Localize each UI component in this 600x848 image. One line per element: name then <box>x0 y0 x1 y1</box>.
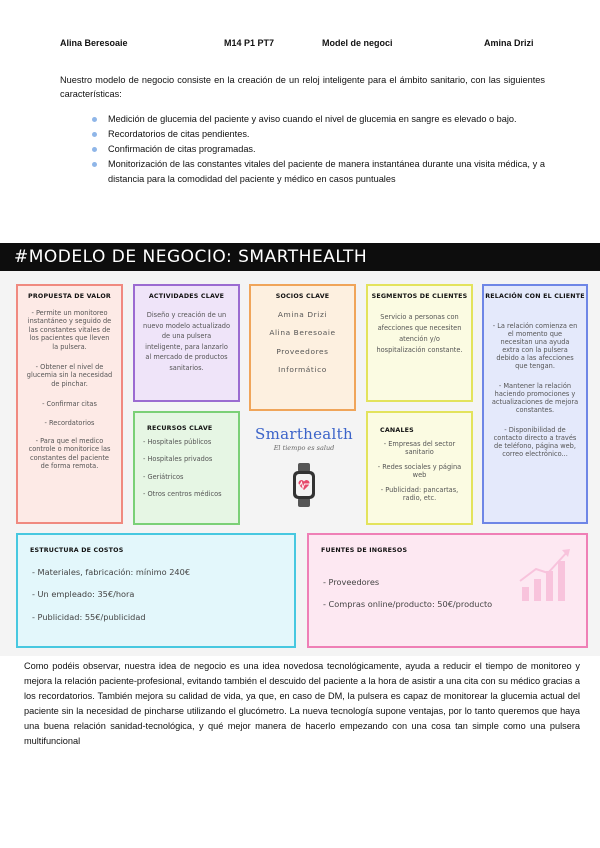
list-item: - Compras online/producto: 50€/producto <box>323 599 493 610</box>
customer-relationship-box <box>482 284 588 524</box>
customer-segments-title: SEGMENTOS DE CLIENTES <box>371 293 468 300</box>
key-activities-title: ACTIVIDADES CLAVE <box>148 293 225 300</box>
feature-item: Confirmación de citas programadas. <box>92 142 545 157</box>
channels-box <box>366 411 473 525</box>
cost-structure-title: ESTRUCTURA DE COSTOS <box>30 547 124 554</box>
list-item: - Confirmar citas <box>42 400 97 409</box>
channels-title: CANALES <box>380 427 414 434</box>
list-item: - Geriátricos <box>143 472 184 481</box>
list-item: - Redes sociales y página web <box>377 462 462 480</box>
cost-structure-box <box>16 533 296 648</box>
list-item: Alina Beresoaie <box>269 328 336 338</box>
list-item: - Un empleado: 35€/hora <box>32 589 135 600</box>
list-item: - Permite un monitoreo instantáneo y seguido de las constantes vitales de los pacientes que lleven la pulsera. <box>27 309 112 351</box>
list-item: Amina Drizi <box>277 310 328 319</box>
list-item: - Empresas del sector sanitario <box>383 440 456 457</box>
key-resources-box <box>133 411 240 525</box>
header-author-2: Amina Drizi <box>484 38 534 48</box>
revenue-streams-box <box>307 533 588 648</box>
revenue-streams-title: FUENTES DE INGRESOS <box>321 547 408 554</box>
header-code: M14 P1 PT7 <box>224 38 275 48</box>
key-resources-title: RECURSOS CLAVE <box>147 425 213 432</box>
feature-item: Monitorización de las constantes vitales del paciente de manera instantánea durante una visita médica, y a distancia para la comodidad del paciente y médico en casos puntuales <box>92 157 545 187</box>
logo-name: Smarthealth <box>255 425 353 443</box>
canvas-banner: #MODELO DE NEGOCIO: SMARTHEALTH <box>0 243 600 271</box>
list-item: - Hospitales públicos <box>143 438 212 446</box>
smarthealth-logo <box>250 425 358 452</box>
list-item: - Mantener la relación haciendo promociones y actualizaciones de mejora constantes. <box>491 382 579 414</box>
list-item: Proveedores <box>276 346 329 356</box>
list-item: - La relación comienza en el momento que necesitan una ayuda extra con la pulsera debido a las afecciones que tengan. <box>492 322 578 370</box>
key-partners-title: SOCIOS CLAVE <box>275 293 330 300</box>
value-proposition-title: PROPUESTA DE VALOR <box>28 293 111 300</box>
feature-item: Medición de glucemia del paciente y aviso cuando el nivel de glucemia en sangre es elevado o bajo. <box>92 112 545 127</box>
customer-relationship-title: RELACIÓN CON EL CLIENTE <box>485 293 585 300</box>
list-item: - Publicidad: pancartas, radio, etc. <box>380 485 459 503</box>
customer-segments-box <box>366 284 473 402</box>
list-item: Servicio a personas con afecciones que necesiten atención y/o hospitalización constante. <box>376 313 463 354</box>
list-item: - Recordatorios <box>44 418 95 427</box>
header-topic: Model de negoci <box>322 38 393 48</box>
key-activities-box <box>133 284 240 402</box>
list-item: - Para que el medico controle o monitorice las constantes del paciente de forma remota. <box>28 437 111 471</box>
logo-tagline: El tiempo es salud <box>273 444 335 452</box>
list-item: Diseño y creación de un nuevo modelo actualizado de una pulsera inteligente, para lanzarlo al mercado de productos sanitarios. <box>143 311 230 372</box>
smartwatch-icon <box>289 463 319 507</box>
list-item: - Materiales, fabricación: mínimo 240€ <box>32 567 191 577</box>
growth-chart-icon <box>516 545 576 605</box>
header-author-1: Alina Beresoaie <box>60 38 128 48</box>
list-item: - Obtener el nivel de glucemia sin la necesidad de pinchar. <box>26 363 113 388</box>
feature-list <box>92 112 545 187</box>
list-item: - Hospitales privados <box>143 455 213 464</box>
list-item: - Disponibilidad de contacto directo a través de teléfono, página web, correo electrónico... <box>493 426 577 458</box>
key-partners-box <box>249 284 356 411</box>
list-item: Informático <box>278 365 327 375</box>
intro-paragraph: Nuestro modelo de negocio consiste en la creación de un reloj inteligente para el ámbito sanitario, con las siguientes características: <box>60 75 545 99</box>
list-item: - Otros centros médicos <box>143 490 222 499</box>
list-item: - Proveedores <box>323 577 380 587</box>
list-item: - Publicidad: 55€/publicidad <box>32 611 146 622</box>
closing-paragraph: Como podéis observar, nuestra idea de negocio es una idea novedosa tecnológicamente, ayuda a reducir el tiempo de monitoreo y mejora la relación paciente-profesional, evitando también el descuido del paciente a la hora de asistir a una cita con su médico gracias a los recordatorios. También mejora su calidad de vida, ya que, en caso de DM, la pulsera es capaz de monitorear la glucemia actual del paciente sin la necesidad de pincharse utilizando el glucómetro. La nueva tecnología supone ventajas, por lo tanto queremos que haya una buena relación sanidad-tecnológica, y qué mejor manera de hacerlo empezando con una cosa tan simple como una pulsera multifuncional <box>24 661 580 746</box>
feature-item: Recordatorios de citas pendientes. <box>92 127 545 142</box>
value-proposition-box <box>16 284 123 524</box>
